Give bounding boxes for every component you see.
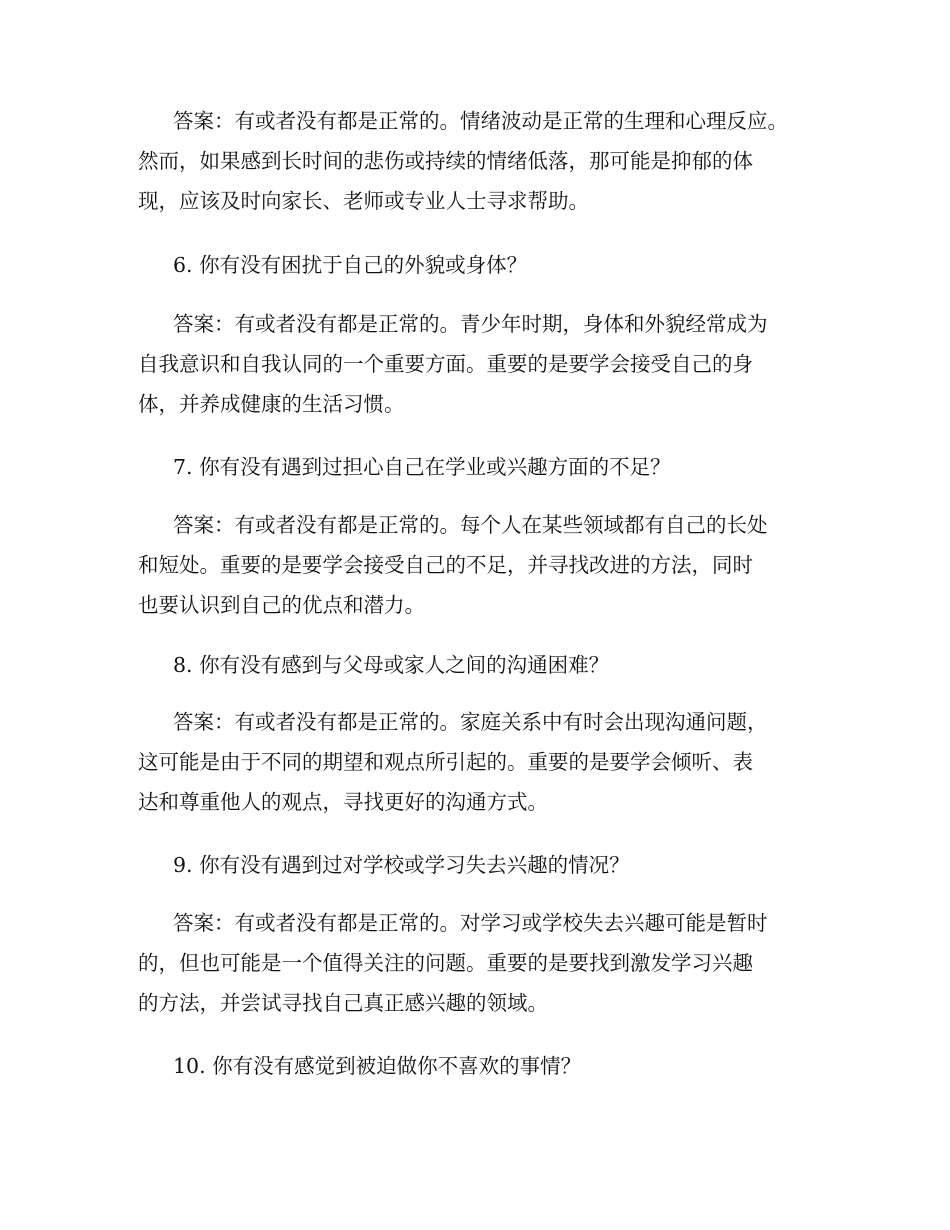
- question-heading: 7. 你有没有遇到过担心自己在学业或兴趣方面的不足？: [173, 455, 671, 479]
- paragraph-line: 现，应该及时向家长、老师或专业人士寻求帮助。: [138, 189, 589, 213]
- question-heading: 6. 你有没有困扰于自己的外貌或身体？: [173, 253, 528, 277]
- answer-paragraph: [138, 505, 818, 625]
- paragraph-line: 自我意识和自我认同的一个重要方面。重要的是要学会接受自己的身: [138, 352, 753, 376]
- paragraph-line: 的，但也可能是一个值得关注的问题。重要的是要找到激发学习兴趣: [138, 951, 753, 975]
- answer-paragraph: [138, 702, 818, 822]
- paragraph-line: 的方法，并尝试寻找自己真正感兴趣的领域。: [138, 991, 548, 1015]
- paragraph-line: 体，并养成健康的生活习惯。: [138, 392, 405, 416]
- paragraph-line: 答案：有或者没有都是正常的。对学习或学校失去兴趣可能是暂时: [173, 911, 768, 935]
- paragraph-line: 答案：有或者没有都是正常的。家庭关系中有时会出现沟通问题，: [173, 710, 768, 734]
- question-heading: 9. 你有没有遇到过对学校或学习失去兴趣的情况？: [173, 853, 630, 877]
- question-heading: 8. 你有没有感到与父母或家人之间的沟通困难？: [173, 653, 610, 677]
- paragraph-line: 和短处。重要的是要学会接受自己的不足，并寻找改进的方法，同时: [138, 553, 753, 577]
- paragraph-line: 答案：有或者没有都是正常的。青少年时期，身体和外貌经常成为: [173, 312, 768, 336]
- answer-paragraph: [138, 101, 818, 221]
- paragraph-line: 这可能是由于不同的期望和观点所引起的。重要的是要学会倾听、表: [138, 750, 753, 774]
- paragraph-line: 答案：有或者没有都是正常的。情绪波动是正常的生理和心理反应。: [173, 109, 788, 133]
- question-heading: 10. 你有没有感觉到被迫做你不喜欢的事情？: [173, 1054, 582, 1078]
- paragraph-line: 达和尊重他人的观点，寻找更好的沟通方式。: [138, 790, 548, 814]
- paragraph-line: 也要认识到自己的优点和潜力。: [138, 593, 425, 617]
- answer-paragraph: [138, 304, 818, 424]
- paragraph-line: 然而，如果感到长时间的悲伤或持续的情绪低落，那可能是抑郁的体: [138, 149, 753, 173]
- answer-paragraph: [138, 903, 818, 1023]
- paragraph-line: 答案：有或者没有都是正常的。每个人在某些领域都有自己的长处: [173, 513, 768, 537]
